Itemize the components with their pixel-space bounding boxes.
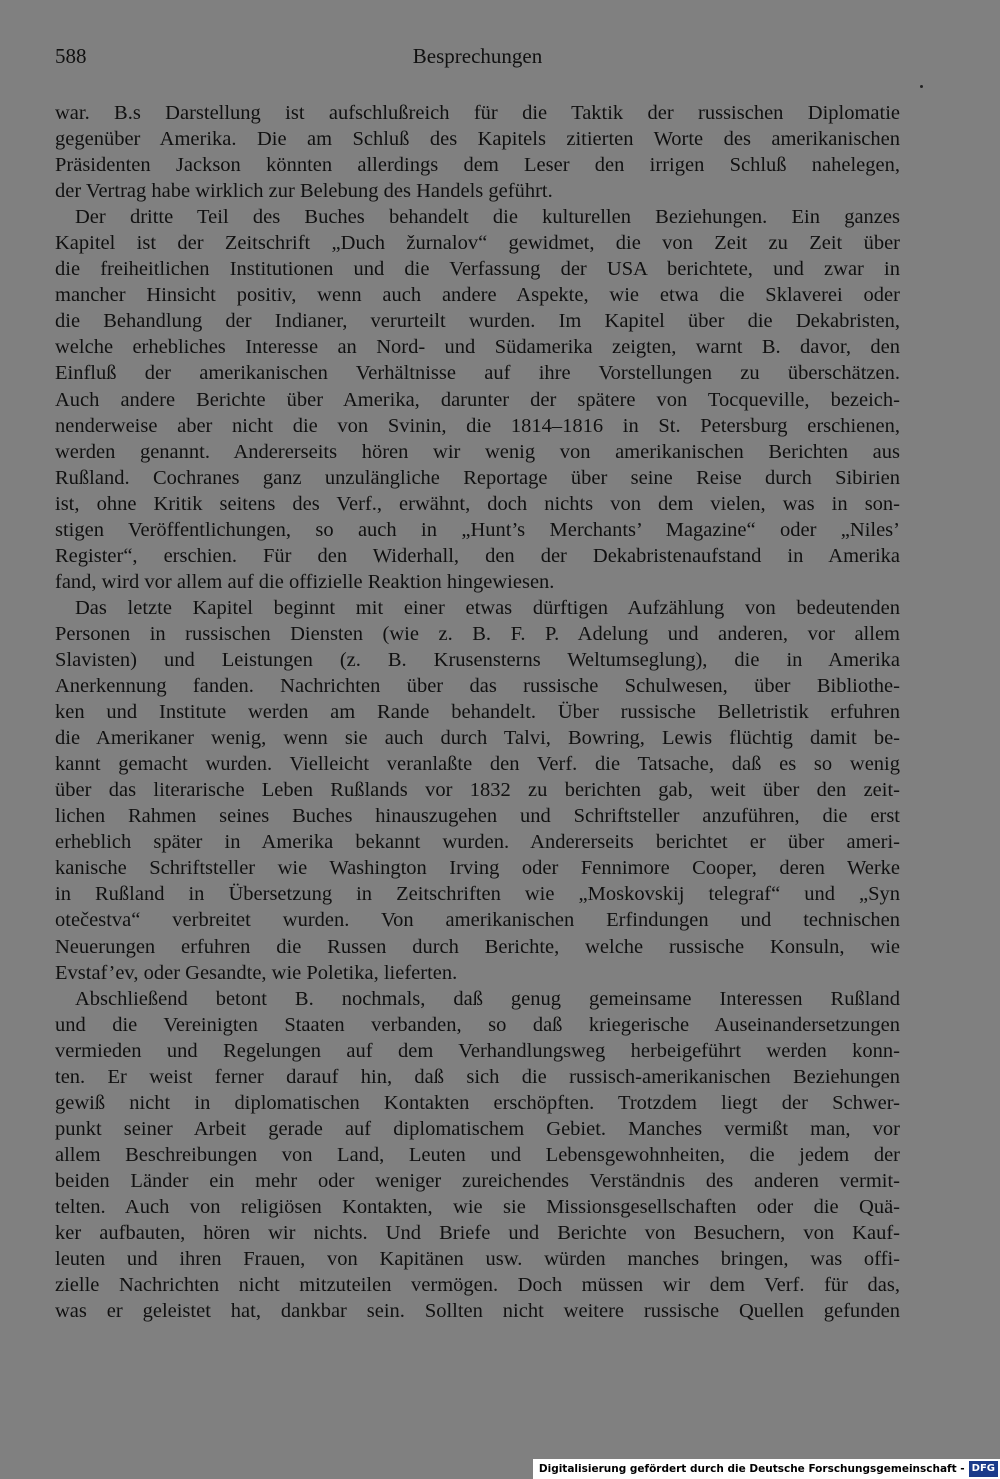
text-line: Evstaf’ev, oder Gesandte, wie Poletika, lieferten. xyxy=(55,961,458,984)
text-line: beiden Länder ein mehr oder weniger zureichendes Verständnis des anderen vermit- xyxy=(55,1169,900,1192)
page-number: 588 xyxy=(55,44,87,68)
text-line: ken und Institute werden am Rande behandelt. Über russische Belletristik erfuhren xyxy=(55,701,900,724)
text-line: lichen Rahmen seines Buches hinauszugehen und Schriftsteller anzuführen, die erst xyxy=(55,805,900,828)
text-line: Einfluß der amerikanischen Verhältnisse auf ihre Vorstellungen zu überschätzen. xyxy=(55,362,900,385)
text-line: der Vertrag habe wirklich zur Belebung des Handels geführt. xyxy=(55,180,553,203)
text-line: Personen in russischen Diensten (wie z. B. F. P. Adelung und anderen, vor allem xyxy=(55,622,900,645)
text-line: allem Beschreibungen von Land, Leuten und Lebensgewohnheiten, die jedem der xyxy=(55,1143,900,1166)
text-line: die Behandlung der Indianer, verurteilt wurden. Im Kapitel über die Dekabristen, xyxy=(55,310,900,333)
text-line: kanische Schriftsteller wie Washington Irving oder Fennimore Cooper, deren Werke xyxy=(55,857,900,880)
text-line: erheblich später in Amerika bekannt wurden. Andererseits berichtet er über ameri- xyxy=(55,831,900,854)
text-line: fand, wird vor allem auf die offizielle Reaktion hingewiesen. xyxy=(55,570,555,593)
text-line: leuten und ihren Frauen, von Kapitänen usw. würden manches bringen, was offi- xyxy=(55,1248,900,1271)
text-line: Das letzte Kapitel beginnt mit einer etwas dürftigen Aufzählung von bedeutenden xyxy=(75,596,900,619)
text-line: kannt gemacht wurden. Vielleicht veranlaßte den Verf. die Tatsache, daß es so wenig xyxy=(55,753,900,776)
text-line: welche erhebliches Interesse an Nord- und Südamerika zeigten, warnt B. davor, den xyxy=(55,336,900,359)
text-line: die freiheitlichen Institutionen und die Verfassung der USA berichtete, und zwar in xyxy=(55,258,900,281)
text-line: Abschließend betont B. nochmals, daß genug gemeinsame Interessen Rußland xyxy=(75,987,900,1010)
text-line: Der dritte Teil des Buches behandelt die kulturellen Beziehungen. Ein ganzes xyxy=(75,206,900,229)
scan-speck xyxy=(920,85,923,88)
text-line: mancher Hinsicht positiv, wenn auch andere Aspekte, wie etwa die Sklaverei oder xyxy=(55,284,900,307)
text-line: die Amerikaner wenig, wenn sie auch durch Talvi, Bowring, Lewis flüchtig damit be- xyxy=(55,727,900,750)
text-line: telten. Auch von religiösen Kontakten, wie sie Missionsgesellschaften oder die Quä- xyxy=(55,1195,900,1218)
footer-credit: Digitalisierung gefördert durch die Deutsche Forschungsgemeinschaft - xyxy=(538,1463,965,1475)
body-text xyxy=(55,100,900,1324)
digitization-footer xyxy=(533,1459,1000,1479)
text-line: Register“, erschien. Für den Widerhall, den der Dekabristenaufstand in Amerika xyxy=(55,544,900,567)
text-line: werden genannt. Andererseits hören wir wenig von amerikanischen Berichten aus xyxy=(55,440,900,463)
text-line: punkt seiner Arbeit gerade auf diplomatischem Gebiet. Manches vermißt man, vor xyxy=(55,1117,900,1140)
text-line: nenderweise aber nicht die von Svinin, die 1814–1816 in St. Petersburg erschienen, xyxy=(55,414,900,437)
text-line: Anerkennung fanden. Nachrichten über das russische Schulwesen, über Bibliothe- xyxy=(55,675,900,698)
text-line: Auch andere Berichte über Amerika, darunter der spätere von Tocqueville, bezeich- xyxy=(55,388,900,411)
text-line: war. B.s Darstellung ist aufschlußreich für die Taktik der russischen Diplomatie xyxy=(55,102,900,124)
dfg-logo: DFG xyxy=(969,1461,998,1477)
page-header xyxy=(55,44,900,74)
text-line: und die Vereinigten Staaten verbanden, so daß kriegerische Auseinandersetzungen xyxy=(55,1013,900,1036)
text-line: otečestva“ verbreitet wurden. Von amerikanischen Erfindungen und technischen xyxy=(55,909,900,932)
text-line: vermieden und Regelungen auf dem Verhandlungsweg herbeigeführt werden konn- xyxy=(55,1039,900,1062)
text-line: stigen Veröffentlichungen, so auch in „Hunt’s Merchants’ Magazine“ oder „Niles’ xyxy=(55,518,900,541)
text-line: was er geleistet hat, dankbar sein. Sollten nicht weitere russische Quellen gefunden xyxy=(55,1300,900,1323)
text-line: Neuerungen erfuhren die Russen durch Berichte, welche russische Konsuln, wie xyxy=(55,935,900,958)
text-line: in Rußland in Übersetzung in Zeitschriften wie „Moskovskij telegraf“ und „Syn xyxy=(55,883,900,906)
text-line: gewiß nicht in diplomatischen Kontakten erschöpften. Trotzdem liegt der Schwer- xyxy=(55,1091,900,1114)
running-title: Besprechungen xyxy=(412,44,543,68)
text-line: Präsidenten Jackson könnten allerdings dem Leser den irrigen Schluß nahelegen, xyxy=(55,154,900,177)
text-line: Slavisten) und Leistungen (z. B. Krusensterns Weltumseglung), die in Amerika xyxy=(55,648,900,671)
text-line: ten. Er weist ferner darauf hin, daß sich die russisch-amerikanischen Beziehungen xyxy=(55,1065,900,1088)
text-line: Kapitel ist der Zeitschrift „Duch žurnalov“ gewidmet, die von Zeit zu Zeit über xyxy=(55,232,900,255)
text-line: zielle Nachrichten nicht mitzuteilen vermögen. Doch müssen wir dem Verf. für das, xyxy=(55,1274,900,1297)
text-line: ker aufbauten, hören wir nichts. Und Briefe und Berichte von Besuchern, von Kauf- xyxy=(55,1222,900,1245)
text-line: über das literarische Leben Rußlands vor 1832 zu berichten gab, weit über den zeit- xyxy=(55,779,900,802)
text-line: Rußland. Cochranes ganz unzulängliche Reportage über seine Reise durch Sibirien xyxy=(55,466,900,489)
text-line: ist, ohne Kritik seitens des Verf., erwähnt, doch nichts von dem vielen, was in son- xyxy=(55,492,900,515)
text-line: gegenüber Amerika. Die am Schluß des Kapitels zitierten Worte des amerikanischen xyxy=(55,128,900,151)
